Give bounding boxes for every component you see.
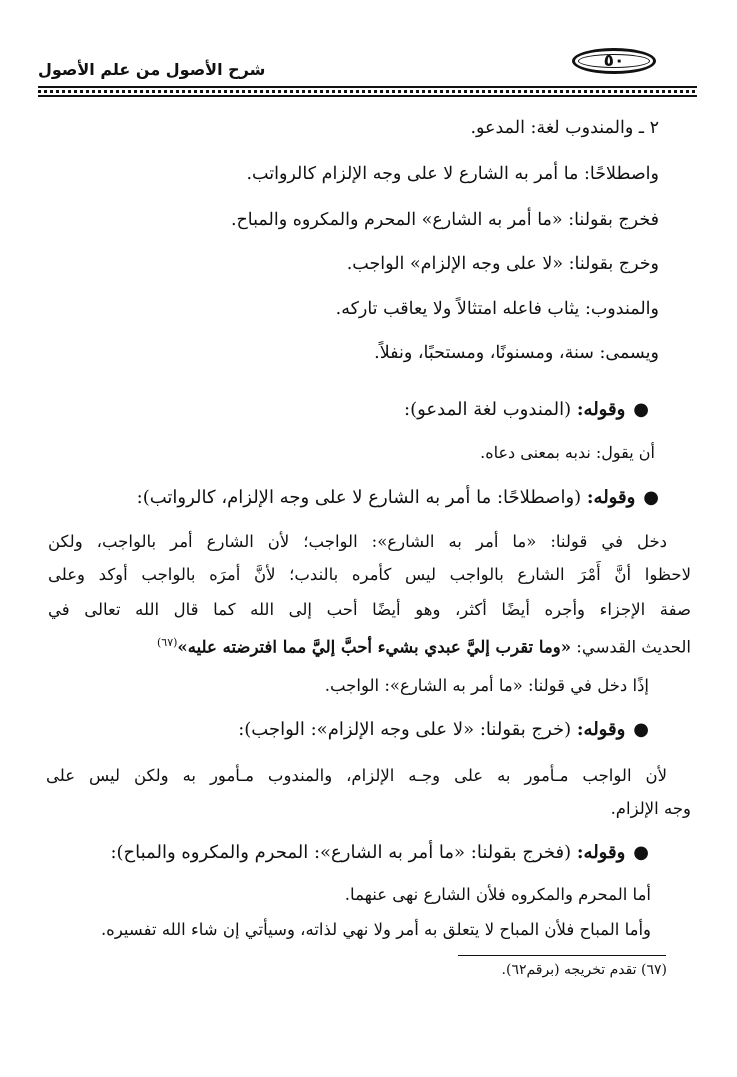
comment-2 [46,486,659,510]
comment-text: (المندوب لغة المدعو): [404,399,572,420]
comment-text: (فخرج بقولنا: «ما أمر به الشارع»: المحرم والمكروه والمباح): [110,842,572,863]
header-rule [38,86,697,97]
running-header-title: شرح الأصول من علم الأصول [38,60,266,79]
paragraph-6: ويسمى: سنة، ومسنونًا، ومستحبًا، ونفلاً. [374,343,659,363]
hadith-intro: الحديث القدسي: [576,637,691,657]
footnote-rule [458,955,666,956]
page-number: ٥٠ [603,51,625,71]
paragraph-3: فخرج بقولنا: «ما أمر به الشارع» المحرم والمكروه والمباح. [230,210,659,230]
comment-text: (خرج بقولنا: «لا على وجه الإلزام»: الواجب): [238,719,572,740]
paragraph-4: وخرج بقولنا: «لا على وجه الإلزام» الواجب. [346,254,659,274]
paragraph-1: ٢ ـ والمندوب لغة: المدعو. [470,118,659,138]
paragraph-7: أن يقول: ندبه بمعنى دعاه. [480,443,655,462]
paragraph-8-line-4 [46,631,691,660]
comment-text: (واصطلاحًا: ما أمر به الشارع لا على وجه الإلزام، كالرواتب): [136,487,582,508]
paragraph-9: إذًا دخل في قولنا: «ما أمر به الشارع»: الواجب. [324,676,649,695]
comment-1 [46,398,649,422]
paragraph-10-line-2: وجه الإلزام. [610,799,691,818]
comment-4 [46,841,649,865]
comment-3 [46,718,649,742]
footnote-ref: (٦٧) [157,636,178,649]
comment-keyword: وقوله: [576,719,626,740]
paragraph-12: وأما المباح فلأن المباح لا يتعلق به أمر ولا نهي لذاته، وسيأتي إن شاء الله تفسيره. [100,920,651,939]
bullet-icon: ● [633,399,649,420]
paragraph-5: والمندوب: يثاب فاعله امتثالاً ولا يعاقب تاركه. [335,299,659,319]
hadith-quote: «وما تقرب إليَّ عبدي بشيء أحبَّ إليَّ مما افترضته عليه» [177,637,572,657]
comment-keyword: وقوله: [586,487,636,508]
comment-keyword: وقوله: [576,399,626,420]
bullet-icon: ● [633,842,649,863]
paragraph-8-line-1: دخل في قولنا: «ما أمر به الشارع»: الواجب؛ لأن الشارع أمر بالواجب، ولكن [48,532,667,551]
page-number-badge [572,48,656,74]
paragraph-8-line-3: صفة الإجزاء وأجره أيضًا أكثر، وهو أيضًا أحب إلى الله كما قال الله تعالى في [48,600,691,619]
bullet-icon: ● [643,487,659,508]
paragraph-11: أما المحرم والمكروه فلأن الشارع نهى عنهما. [344,885,651,904]
paragraph-8-line-2: لاحظوا أنَّ أَمْرَ الشارع بالواجب ليس كأمره بالندب؛ لأنَّ أمرَه بالواجب أوكد وعلى [48,565,691,584]
paragraph-2: واصطلاحًا: ما أمر به الشارع لا على وجه الإلزام كالرواتب. [246,164,659,184]
bullet-icon: ● [633,719,649,740]
footnote: (٦٧) تقدم تخريجه (برقم٦٢). [501,962,667,978]
comment-keyword: وقوله: [576,842,626,863]
paragraph-10-line-1: لأن الواجب مـأمور به على وجـه الإلزام، والمندوب مـأمور به ولكن ليس على [46,766,667,785]
